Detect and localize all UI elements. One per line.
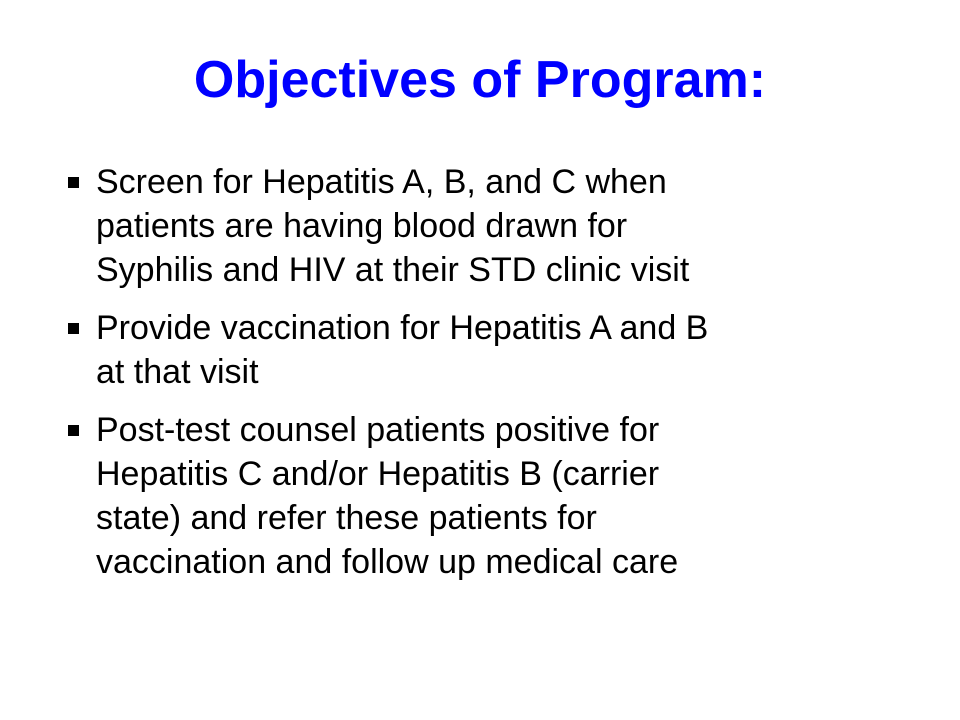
bullet-text xyxy=(96,306,896,394)
bullet-text xyxy=(96,160,896,292)
bullet-line: vaccination and follow up medical care xyxy=(96,543,679,581)
bullet-item-screen xyxy=(96,160,896,292)
bullet-line: Syphilis and HIV at their STD clinic visit xyxy=(96,251,690,289)
bullet-item-counsel xyxy=(96,408,896,584)
bullet-list xyxy=(96,160,896,598)
bullet-line: patients are having blood drawn for xyxy=(96,207,628,245)
square-bullet-icon xyxy=(68,425,79,436)
square-bullet-icon xyxy=(68,323,79,334)
bullet-line: Provide vaccination for Hepatitis A and B xyxy=(96,309,709,347)
bullet-line: Hepatitis C and/or Hepatitis B (carrier xyxy=(96,455,660,493)
bullet-line: state) and refer these patients for xyxy=(96,499,597,537)
square-bullet-icon xyxy=(68,177,79,188)
bullet-line: Screen for Hepatitis A, B, and C when xyxy=(96,163,667,201)
bullet-item-vaccination xyxy=(96,306,896,394)
bullet-line: Post-test counsel patients positive for xyxy=(96,411,660,449)
slide-title: Objectives of Program: xyxy=(193,51,767,109)
bullet-line: at that visit xyxy=(96,353,259,391)
bullet-text xyxy=(96,408,896,584)
